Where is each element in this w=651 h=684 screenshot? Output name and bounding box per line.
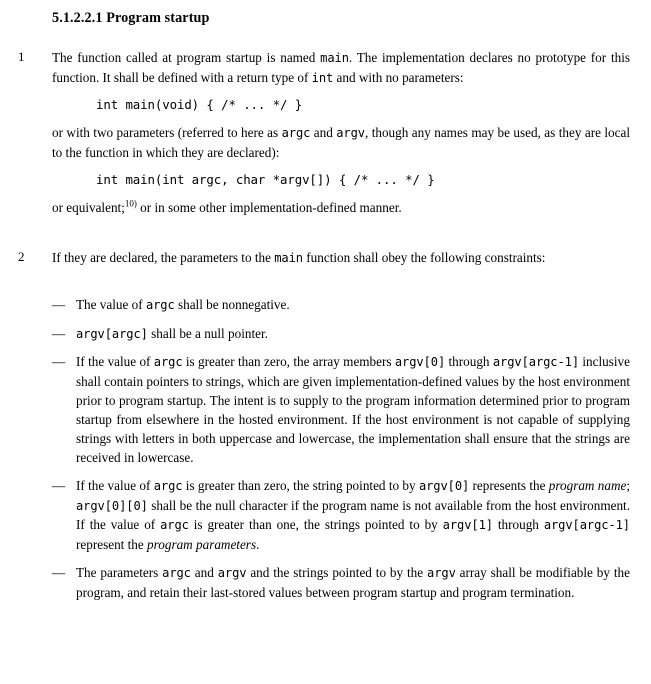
seg-italic-program-parameters: program parameters [147,536,257,552]
list-item [52,295,630,315]
seg-text: If the value of [76,354,154,370]
constraints-list [52,295,630,611]
em-dash-icon: — [52,354,66,370]
seg-code-argv-argc-1: argv[argc-1] [492,355,580,370]
seg-code-argv-0: argv[0] [418,479,470,494]
paragraph-or-equivalent [52,198,630,217]
seg-code-argv: argv [336,126,365,141]
seg-code-argv-argc-1: argv[argc-1] [543,518,630,533]
seg-text: or with two parameters (referred to here as [52,125,282,141]
seg-text: If the value of [76,478,154,494]
seg-code-argc: argc [153,355,183,370]
seg-code-argc: argc [153,479,183,494]
seg-text: is greater than zero, the string pointed to by [182,478,419,494]
em-dash-icon: — [52,297,66,312]
code-line-main-void: int main(void) { /* ... */ } [96,97,303,113]
seg-code-main: main [274,251,303,265]
seg-text: and the strings pointed to by the [246,565,428,581]
seg-text: . The implementation declares no prototype for this function. It shall be defined with a return type of [52,50,630,85]
seg-text: is greater than one, the strings pointed to by [188,517,443,533]
seg-code-argv: argv [427,566,456,581]
seg-text: shall be a null pointer. [147,325,268,341]
list-item [52,563,630,602]
seg-text: represent the [76,536,148,552]
list-item [52,352,630,467]
seg-code-argc: argc [145,298,175,312]
paragraph-number-1: 1 [18,49,25,64]
seg-text: The function called at program startup is named [52,50,321,65]
em-dash-icon: — [52,478,66,494]
seg-text: and with no parameters: [333,69,464,85]
list-item [52,476,630,554]
seg-text: or in some other implementation-defined manner. [136,199,402,215]
seg-code-argv: argv [217,566,247,581]
seg-text: , though any names may be used, as they are local to the function in which they are declared): [52,125,631,160]
seg-text: or equivalent; [52,199,125,215]
seg-text: is greater than zero, the array members [182,354,395,370]
footnote-marker-10: 10) [124,198,137,209]
paragraph-2 [52,248,630,268]
seg-text: inclusive shall contain pointers to strings, which are given implementation-defined values by the host environment prior to program startup. The intent is to supply to the program information determined prior to program startup from elsewhere in the hosted environment. If the host environment is not capable of supplying strings with letters in both uppercase and lowercase, the implementation shall ensure that the strings are received in lowercase. [76,354,630,466]
paragraph-2-block [52,248,630,268]
code-line-main-argc-argv: int main(int argc, char *argv[]) { /* ... */ } [96,171,435,187]
seg-text: ; [626,478,630,494]
paragraph-two-parameters [52,123,630,162]
seg-code-int: int [311,70,334,85]
seg-text: represents the [469,478,549,494]
paragraph-1 [52,48,630,87]
seg-text: If they are declared, the parameters to the [52,250,275,265]
seg-code-argv-1: argv[1] [442,518,493,533]
seg-code-main: main [320,51,349,65]
seg-text: through [445,354,493,370]
seg-text: . [256,536,260,552]
seg-code-argv-0: argv[0] [394,355,446,370]
page-title: 5.1.2.2.1 Program startup [52,10,210,26]
seg-code-argv-0-0: argv[0][0] [76,498,148,513]
seg-text: shall be the null character if the program name is not available from the host environment. If the value of [76,497,630,533]
seg-text: function shall obey the following constraints: [302,250,546,265]
seg-code-argc: argc [162,566,191,581]
paragraph-1-block [52,48,630,217]
seg-text: array shall be modifiable by the program, and retain their last-stored values between program startup and program termination. [76,565,630,600]
seg-italic-program-name: program name [548,478,627,494]
seg-text: The parameters [76,565,163,581]
seg-text: The value of [76,297,146,312]
seg-code-argc: argc [160,518,189,533]
em-dash-icon: — [52,565,66,581]
seg-code-argc: argc [281,126,311,141]
seg-text: and [310,125,337,141]
paragraph-number-2: 2 [18,249,25,264]
list-item [52,324,630,344]
em-dash-icon: — [52,325,66,341]
seg-code-argv-argc: argv[argc] [76,326,148,341]
seg-text: through [492,517,544,533]
seg-text: shall be nonnegative. [174,297,290,312]
seg-text: and [190,565,218,581]
